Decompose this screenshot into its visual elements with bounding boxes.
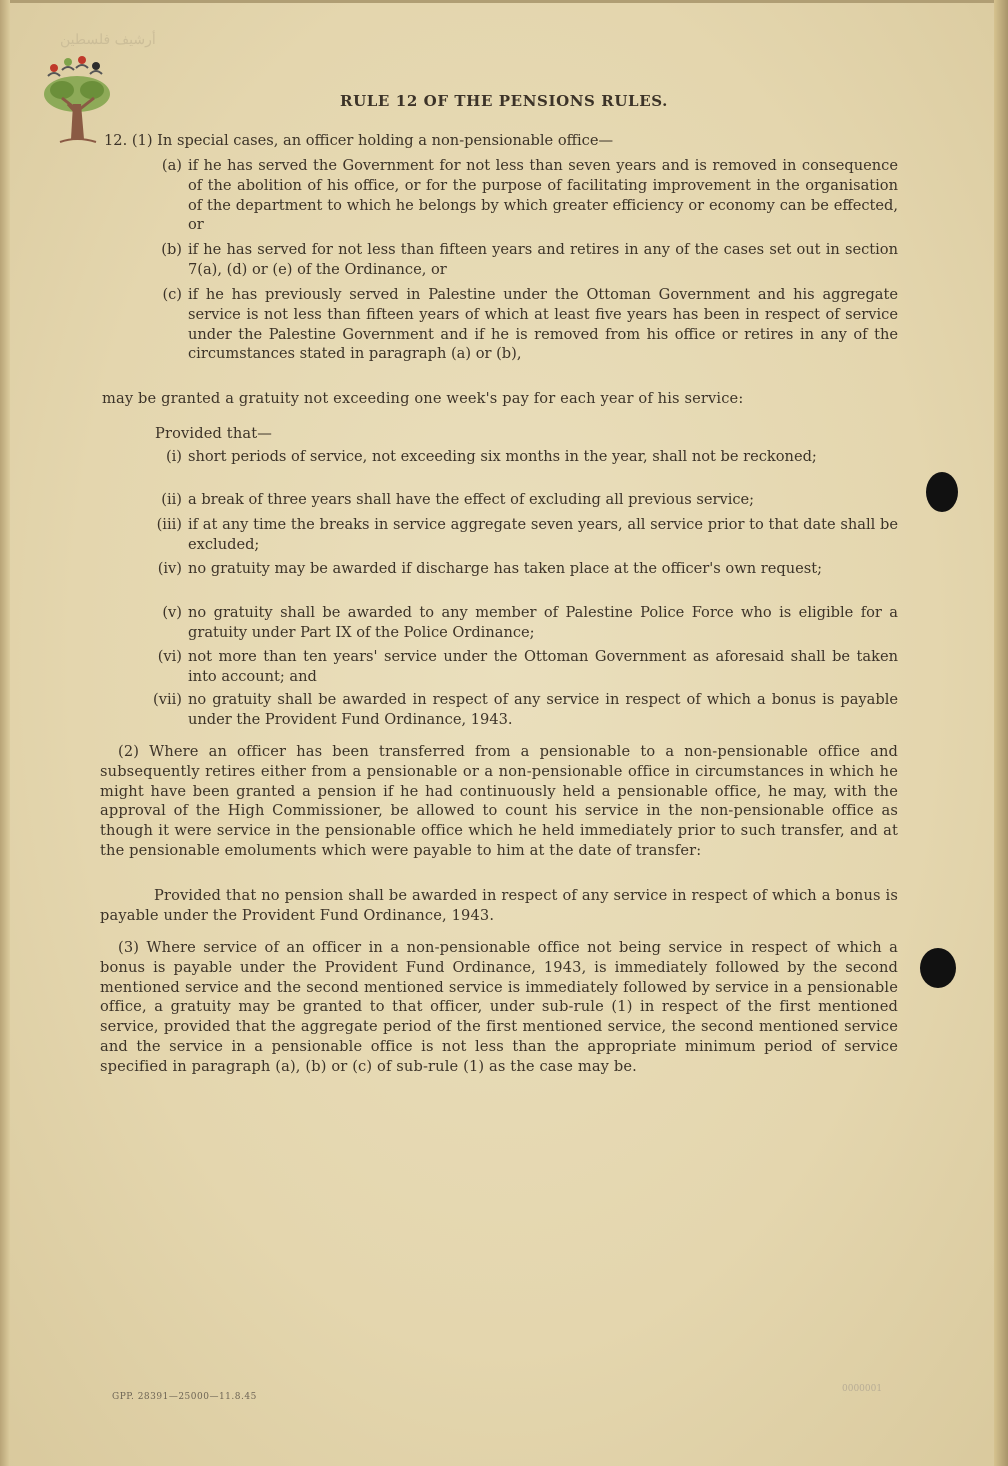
item-marker: (a) [161, 157, 182, 174]
top-edge [0, 0, 1008, 3]
proviso-text: no gratuity shall be awarded in respect of any service in respect of which a bonus is payable under the Provident Fund Ordinance, 1943. [188, 691, 898, 728]
proviso-marker: (vi) [157, 648, 182, 665]
punch-hole-bottom [920, 948, 956, 988]
item-marker: (c) [162, 286, 182, 303]
proviso-text: if at any time the breaks in service aggregate seven years, all service prior to that date shall be excluded; [188, 516, 898, 553]
rule-intro: 12. (1) In special cases, an officer holding a non-pensionable office— [104, 132, 614, 149]
item-text: if he has previously served in Palestine under the Ottoman Government and his aggregate service is not less than fifteen years of which at least five years has been in respect of service under the Palestine Government and if he is removed from his office or retires in any of the circumstances stated in paragraph (a) or (b), [188, 286, 898, 363]
item-text: if he has served for not less than fifteen years and retires in any of the cases set out in section 7(a), (d) or (e) of the Ordinance, or [188, 241, 898, 278]
subrule-2-proviso: Provided that no pension shall be awarded in respect of any service in respect of which a bonus is payable under the Provident Fund Ordinance, 1943. [100, 887, 898, 924]
proviso-text: not more than ten years' service under the Ottoman Government as aforesaid shall be taken into account; and [188, 648, 898, 685]
faded-stamp: أرشيف فلسطين [60, 32, 156, 48]
proviso-text: a break of three years shall have the effect of excluding all previous service; [188, 491, 755, 508]
item-marker: (b) [161, 241, 182, 258]
right-edge [994, 0, 1008, 1466]
subrule-2: (2) Where an officer has been transferred from a pensionable to a non-pensionable office and subsequently retires either from a pensionable or a non-pensionable office in circumstances in which he might have been granted a pension if he had continuously held a pensionable office, he may, with the approval of the High Commissioner, be allowed to count his service in the non-pensionable office as though it were service in the pensionable office which he held immediately prior to such transfer, and at the pensionable emoluments which were payable to him at the date of transfer: [100, 743, 898, 859]
print-code: GPP. 28391—25000—11.8.45 [112, 1392, 257, 1402]
proviso-marker: (iii) [156, 516, 182, 533]
proviso-marker: (iv) [157, 560, 182, 577]
proviso-text: no gratuity may be awarded if discharge has taken place at the officer's own request; [188, 560, 823, 577]
left-edge [0, 0, 10, 1466]
proviso-text: short periods of service, not exceeding six months in the year, shall not be reckoned; [188, 448, 817, 465]
gratuity-line: may be granted a gratuity not exceeding one week's pay for each year of his service: [102, 390, 744, 407]
proviso-marker: (ii) [161, 491, 182, 508]
subrule-3: (3) Where service of an officer in a non-pensionable office not being service in respect of which a bonus is payable under the Provident Fund Ordinance, 1943, is immediately followed by the second mentioned service and the second mentioned service is immediately followed by service in a pensionable office, a gratuity may be granted to that officer, under sub-rule (1) in respect of the first mentioned service, provided that the aggregate period of the first mentioned service, the second mentioned service and the service in a pensionable office is not less than the appropriate minimum period of service specified in paragraph (a), (b) or (c) of sub-rule (1) as the case may be. [100, 939, 898, 1075]
page-title: RULE 12 OF THE PENSIONS RULES. [340, 92, 668, 110]
page-mark: 0000001 [842, 1384, 883, 1394]
proviso-marker: (v) [162, 604, 182, 621]
proviso-marker: (vii) [153, 691, 182, 708]
proviso-marker: (i) [165, 448, 182, 465]
item-text: if he has served the Government for not less than seven years and is removed in consequence of the abolition of his office, or for the purpose of facilitating improvement in the organisation of the department to which he belongs by which greater efficiency or economy can be effected, or [188, 157, 898, 234]
proviso-text: no gratuity shall be awarded to any member of Palestine Police Force who is eligible for a gratuity under Part IX of the Police Ordinance; [188, 604, 898, 641]
punch-hole-top [926, 472, 958, 512]
provided-that: Provided that— [155, 425, 272, 442]
